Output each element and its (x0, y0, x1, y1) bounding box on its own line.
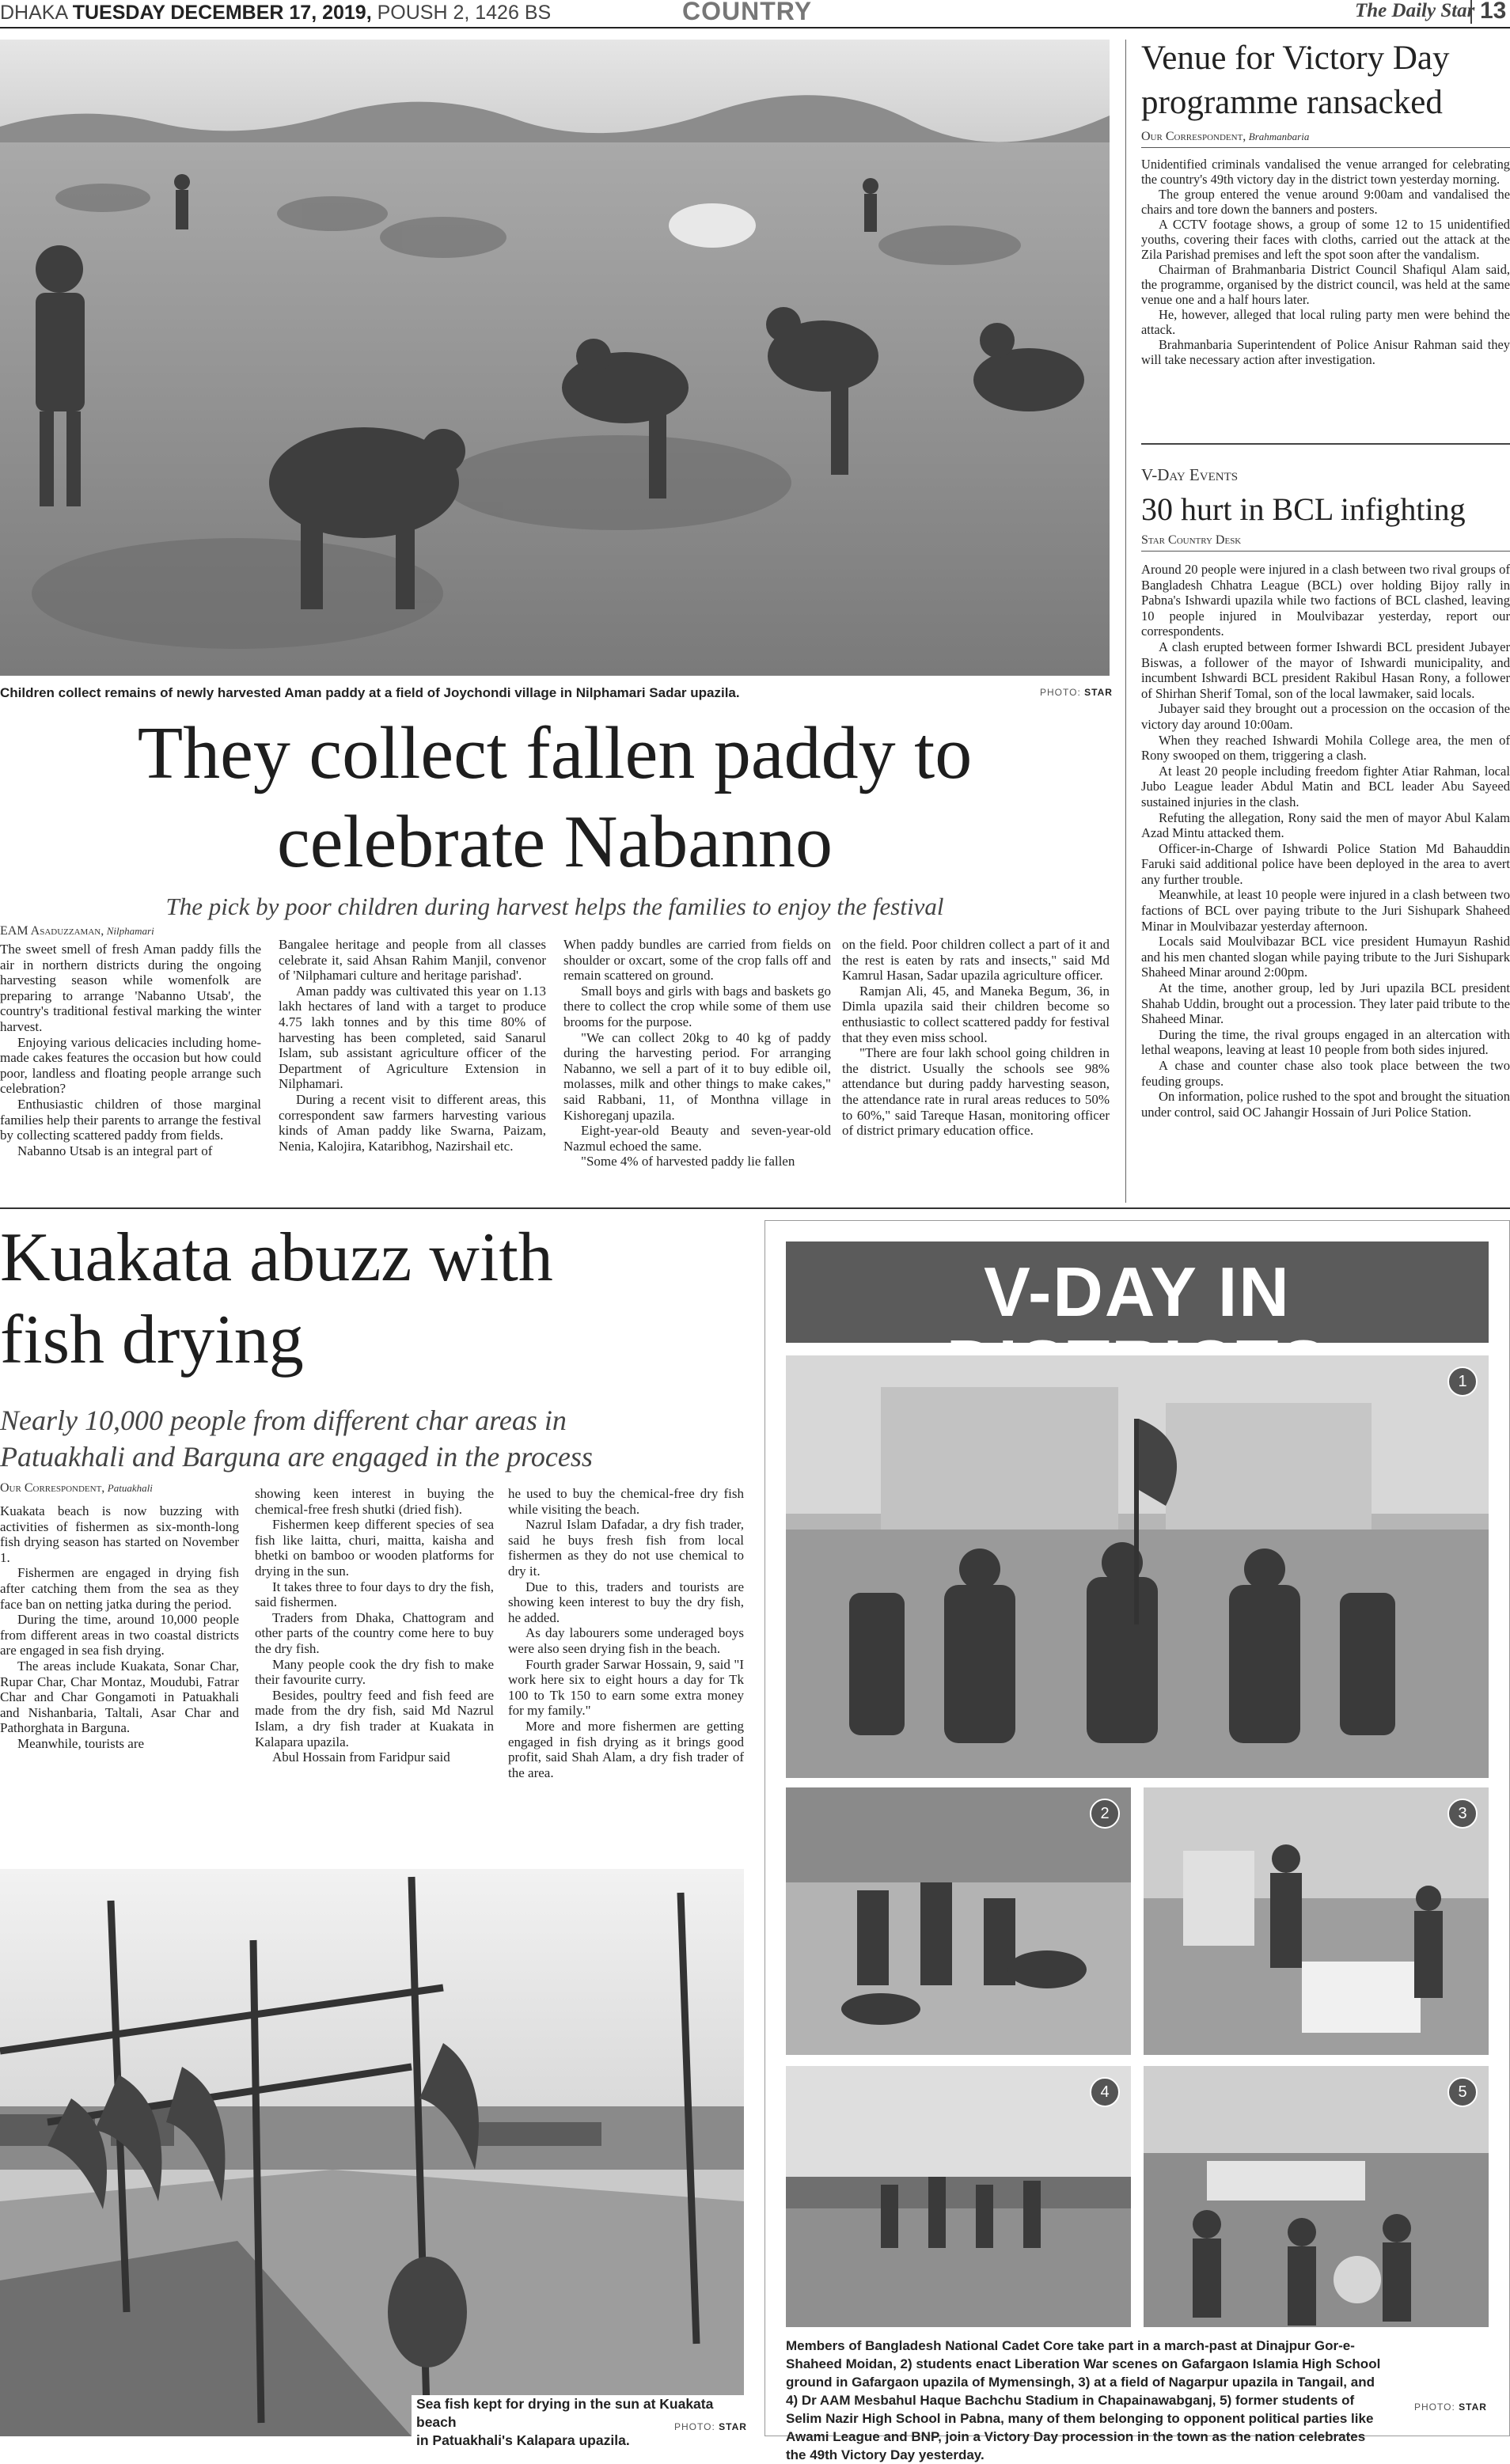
venue-byline (1141, 130, 1309, 144)
kuakata-byline (0, 1481, 153, 1495)
kuakata-headline-line-2: fish drying (0, 1302, 304, 1378)
nabanno-column-4 (842, 937, 1110, 1139)
nabanno-c3-p1: When paddy bundles are carried from fields on shoulder or oxcart, some of the crop falls off and remain scattered on ground. (563, 937, 831, 984)
bcl-p9: Locals said Moulvibazar BCL vice president Humayun Rashid and his men chanted slogan while paying tribute to the Juri Sishupark Shaheed Minar around 2:00pm. (1141, 934, 1510, 980)
nabanno-c3-p4: Eight-year-old Beauty and seven-year-old Nazmul echoed the same. (563, 1123, 831, 1154)
vday-credit-name: STAR (1459, 2401, 1487, 2413)
kuakata-c3-p4: As day labourers some underaged boys were also seen drying fish in the beach. (508, 1625, 744, 1656)
vday-photo-4-art (786, 2066, 1131, 2327)
venue-p1: Unidentified criminals vandalised the venue arranged for celebrating the country's 49th victory day in the district town yesterday morning. (1141, 157, 1510, 187)
kuakata-c3-p3: Due to this, traders and tourists are showing keen interest to buy the dry fish, he added. (508, 1579, 744, 1625)
nabanno-c2-p2: Aman paddy was cultivated this year on 1.13 lakh hectares of land with a target to produce 4.75 lakh tonnes and by this time 80% of harvesting has been completed, said Sanarul Islam, sub assistant agriculture officer of the Department of Agriculture Extension in Nilphamari. (279, 983, 546, 1092)
fish-drying-photo (0, 1869, 744, 2436)
kuakata-headline-line-1: Kuakata abuzz with (0, 1219, 553, 1296)
vday-banner (786, 1241, 1489, 1343)
bcl-body (1141, 562, 1510, 1120)
kuakata-c2-p1: showing keen interest in buying the chemical-free fresh shutki (dried fish). (255, 1486, 494, 1517)
kuakata-c2-p2: Fishermen keep different species of sea fish like laitta, churi, maitta, kaisha and bhetki on bamboo or wooden platforms for drying in the sun. (255, 1517, 494, 1579)
bcl-p5: At least 20 people including freedom fighter Atiar Rahman, local Jubo League leader Abdul Matin and BCL leader Abu Sayeed sustained injuries in the clash. (1141, 763, 1510, 809)
kuakata-c3-p6: More and more fishermen are getting engaged in fish drying as it brings good profit, said Shah Alam, a dry fish trader of the area. (508, 1718, 744, 1780)
nabanno-c2-p3: During a recent visit to different areas, this correspondent saw farmers harvesting various kinds of Aman paddy like Swarna, Paizam, Nenia, Kalojira, Kataribhog, Nazirshail etc. (279, 1091, 546, 1154)
nabanno-deck: The pick by poor children during harvest helps the families to enjoy the festival (165, 893, 944, 920)
vday-panel (764, 1220, 1510, 2462)
vday-photo-5 (1144, 2066, 1489, 2327)
nabanno-c4-p2: Ramjan Ali, 45, and Maneka Begum, 36, in Dimla upazila said their children become so enthusiastic to collect scattered paddy for festival that they even miss school. (842, 983, 1110, 1045)
venue-bcl-divider (1141, 443, 1510, 445)
bcl-p1: Around 20 people were injured in a clash between two rival groups of Bangladesh Chhatra League (BCL) over holding Bijoy rally in Pabna's Ishwardi upazila while two factions of BCL clashed, leaving 10 people injured in Moulvibazar yesterday, report our correspondents. (1141, 562, 1510, 639)
kuakata-c1-p4: The areas include Kuakata, Sonar Char, Rupar Char, Char Montaz, Moudubi, Fatrar Char and Char Gongamoti in Patuakhali and Nishanbaria, Taltali, Asar Char and Pathorghata in Barguna. (0, 1658, 239, 1736)
fish-credit-name: STAR (719, 2421, 747, 2432)
venue-body (1141, 157, 1510, 367)
nabanno-c1-p3: Enthusiastic children of those marginal families help their parents to arrange the festival by collecting scattered paddy from fields. (0, 1096, 261, 1143)
nabanno-headline-line-1: They collect fallen paddy to (137, 712, 973, 794)
nabanno-byline-name: EAM Asaduzzaman, (0, 924, 104, 938)
bcl-p6: Refuting the allegation, Rony said the men of mayor Abul Kalam Azad Mintu attacked them. (1141, 809, 1510, 841)
kuakata-c1-p1: Kuakata beach is now buzzing with activities of fishermen as six-month-long fish drying season has started on November 1. (0, 1503, 239, 1565)
paddy-credit-label: PHOTO: (1040, 687, 1081, 698)
bcl-p11: During the time, the rival groups engaged in an altercation with lethal weapons, leaving at least 10 people from both sides injured. (1141, 1026, 1510, 1058)
vday-photo-1-number: 1 (1447, 1367, 1478, 1397)
kuakata-headline (0, 1217, 744, 1382)
venue-byline-rule (1141, 147, 1510, 148)
page-number: 13 (1470, 0, 1506, 24)
nabanno-c2-p1: Bangalee heritage and people from all classes celebrate it, said Ahsan Rahim Manjil, convenor of 'Nilphamari culture and heritage parishad'. (279, 937, 546, 984)
bcl-p13: On information, police rushed to the spot and brought the situation under control, said OC Jahangir Hossain of Juri Police Station. (1141, 1089, 1510, 1120)
section-divider-middle (0, 1207, 1510, 1209)
vday-photo-1-art (786, 1355, 1489, 1778)
fish-caption-line-2: in Patuakhali's Kalapara upazila. (416, 2432, 630, 2448)
vday-photo-2-number: 2 (1090, 1799, 1120, 1829)
nabanno-c3-p3: "We can collect 20kg to 40 kg of paddy during the harvesting period. For arranging Nabanno, we sell a part of it to buy edible oil, molasses, milk and other things to make cakes," said Rabbani, 11, of Monthna village in Kishoreganj upazila. (563, 1029, 831, 1123)
venue-p4: Chairman of Brahmanbaria District Council Shafiqul Alam said, the programme, organised by the district council, was held at the same venue one and a half hours later. (1141, 262, 1510, 307)
kuakata-c3-p1: he used to buy the chemical-free dry fish while visiting the beach. (508, 1486, 744, 1517)
fish-credit-label: PHOTO: (674, 2421, 715, 2432)
kuakata-c1-p3: During the time, around 10,000 people from different areas in two coastal districts are engaged in sea fish drying. (0, 1612, 239, 1658)
dateline (0, 2, 551, 25)
vday-photo-4-number: 4 (1090, 2077, 1120, 2107)
bcl-byline-rule (1141, 551, 1510, 552)
vday-photo-2-art (786, 1787, 1131, 2055)
nabanno-c1-p4: Nabanno Utsab is an integral part of (17, 1143, 213, 1158)
nabanno-c4-p1: on the field. Poor children collect a part of it and the rest is eaten by rats and insects," said Md Kamrul Hasan, Sadar upazila agriculture officer. (842, 937, 1110, 984)
kuakata-c1-p2: Fishermen are engaged in drying fish after catching them from the sea as they face ban on netting jatka during the period. (0, 1565, 239, 1612)
vday-photo-2 (786, 1787, 1131, 2055)
dateline-date: TUESDAY DECEMBER 17, 2019, (72, 2, 372, 24)
bcl-p4: When they reached Ishwardi Mohila College area, the men of Rony swooped on them, triggering a clash. (1141, 732, 1510, 764)
kuakata-byline-location: Patuakhali (107, 1482, 153, 1494)
kuakata-c2-p6: Besides, poultry feed and fish feed are made from the dry fish, said Md Nazrul Islam, a dry fish trader at Kuakata in Kalapara upazila. (255, 1687, 494, 1749)
vday-caption: Members of Bangladesh National Cadet Core take part in a march-past at Dinajpur Gor-e-Shaheed Moidan, 2) students enact Liberation War scenes on Gafargaon Islamia High School ground in Gafargaon upazila of Mymensingh, 3) at a field of Nagarpur upazila in Tangail, and 4) Dr AAM Mesbahul Haque Bachchu Stadium in Chapainawabganj, 5) former students of Selim Nazir High School in Pabna, many of them belonging to opponent political parties like Awami League and BNP, join a Victory Day procession in the town as the nation celebrates the 49th Victory Day yesterday. (786, 2338, 1381, 2462)
paper-logo: The Daily Star (1355, 0, 1475, 21)
kuakata-c2-p3: It takes three to four days to dry the fish, said fishermen. (255, 1579, 494, 1610)
vday-photo-3-art (1144, 1787, 1489, 2055)
kuakata-c2-p5: Many people cook the dry fish to make their favourite curry. (255, 1656, 494, 1688)
vday-photo-5-art (1144, 2066, 1489, 2327)
kuakata-c2-p4: Traders from Dhaka, Chattogram and other parts of the country come here to buy the dry fish. (255, 1609, 494, 1656)
vday-photo-5-number: 5 (1447, 2077, 1478, 2107)
nabanno-column-3 (563, 937, 831, 1169)
venue-p5: He, however, alleged that local ruling party men were behind the attack. (1141, 307, 1510, 337)
bcl-p12: A chase and counter chase also took place between the two feuding groups. (1141, 1058, 1510, 1089)
bcl-byline (1141, 533, 1241, 548)
fish-drying-photo-art (0, 1869, 744, 2436)
venue-headline-line-2: programme ransacked (1141, 84, 1443, 121)
venue-p6: Brahmanbaria Superintendent of Police Anisur Rahman said they will take necessary action after investigation. (1141, 337, 1510, 367)
vday-photo-3 (1144, 1787, 1489, 2055)
nabanno-column-2 (279, 937, 546, 1154)
paddy-field-photo (0, 40, 1110, 676)
bcl-kicker: V-Day Events (1141, 465, 1239, 484)
nabanno-c1-p2: Enjoying various delicacies including home-made cakes features the occasion but how could poor, landless and floating people arrange such celebration? (0, 1034, 261, 1097)
vday-photo-credit (1414, 2401, 1487, 2413)
bcl-p2: A clash erupted between former Ishwardi BCL president Jubayer Biswas, a follower of the mayor of Ishwardi municipality, and incumbent Ishwardi BCL president Rakibul Hasan Rony, a follower of Shirhan Sherif Tomal, son of the local lawmaker, said locals. (1141, 639, 1510, 701)
nabanno-c3-p5: "Some 4% of harvested paddy lie fallen (581, 1154, 795, 1169)
bcl-p8: Meanwhile, at least 10 people were injured in a clash between two factions of BCL over paying tribute to the Juri Sishupark Shaheed Minar in Moulvibazar yesterday afternoon. (1141, 887, 1510, 934)
venue-byline-location: Brahmanbaria (1248, 131, 1310, 142)
kuakata-byline-name: Our Correspondent, (0, 1481, 105, 1495)
bcl-p3: Jubayer said they brought out a procession on the occasion of the victory day around 10:00am. (1141, 701, 1510, 732)
paddy-photo-credit (1040, 687, 1113, 698)
vday-credit-label: PHOTO: (1414, 2401, 1455, 2413)
kuakata-column-1 (0, 1503, 239, 1752)
venue-headline-line-1: Venue for Victory Day (1141, 40, 1450, 77)
kuakata-deck-line-1: Nearly 10,000 people from different char areas in (0, 1404, 567, 1436)
vday-photo-3-number: 3 (1447, 1799, 1478, 1829)
kuakata-c3-p5: Fourth grader Sarwar Hossain, 9, said "I work here six to eight hours a day for Tk 100 to Tk 150 to earn some extra money for my family." (508, 1656, 744, 1719)
kuakata-c1-p5: Meanwhile, tourists are (17, 1735, 145, 1751)
vday-banner-text: V-DAY IN (984, 1253, 1291, 1331)
kuakata-column-2 (255, 1486, 494, 1765)
fish-caption-line-1: Sea fish kept for drying in the sun at Kuakata beach (416, 2396, 714, 2430)
kuakata-deck (0, 1402, 744, 1475)
fish-photo-credit (674, 2421, 747, 2432)
kuakata-column-3 (508, 1486, 744, 1780)
dateline-city: DHAKA (0, 2, 67, 24)
venue-p2: The group entered the venue around 9:00am and vandalised the chairs and tore down the banners and posters. (1141, 187, 1510, 217)
kuakata-c2-p7: Abul Hossain from Faridpur said (272, 1749, 450, 1765)
nabanno-byline (0, 924, 154, 938)
nabanno-headline-line-2: celebrate Nabanno (277, 801, 833, 883)
bcl-byline-name: Star Country Desk (1141, 533, 1242, 547)
bcl-p7: Officer-in-Charge of Ishwardi Police Station Md Bahauddin Faruki said additional police have been deployed in the area to avert any further trouble. (1141, 840, 1510, 887)
masthead (0, 0, 1510, 28)
nabanno-byline-location: Nilphamari (106, 925, 154, 937)
paddy-photo-caption: Children collect remains of newly harvested Aman paddy at a field of Joychondi village in Nilphamari Sadar upazila. (0, 685, 740, 700)
nabanno-c1-p1: The sweet smell of fresh Aman paddy fills the air in northern districts during the ongoing harvesting season while womenfolk are preparing to arrange 'Nabanno Utsab', the country's traditional festival marking the winter harvest. (0, 942, 261, 1034)
column-divider-right (1125, 40, 1126, 1203)
nabanno-column-1 (0, 942, 261, 1158)
bcl-p10: At the time, another group, led by Juri upazila BCL president Shahab Uddin, brought out a procession. They later paid tribute to the Shaheed Minar. (1141, 980, 1510, 1027)
nabanno-headline (0, 709, 1110, 886)
paddy-credit-name: STAR (1084, 687, 1113, 698)
bcl-headline: 30 hurt in BCL infighting (1141, 491, 1466, 527)
nabanno-c3-p2: Small boys and girls with bags and baskets go there to collect the crop while some of them use brooms for the purpose. (563, 983, 831, 1029)
venue-p3: A CCTV footage shows, a group of some 12 to 15 unidentified youths, covering their faces with cloths, carried out the attack at the Zila Parishad premises and left the spot soon after the vandalism. (1141, 217, 1510, 262)
section-name: COUNTRY (682, 0, 813, 25)
kuakata-deck-line-2: Patuakhali and Barguna are engaged in the process (0, 1441, 593, 1473)
venue-headline (1141, 36, 1510, 125)
venue-byline-name: Our Correspondent, (1141, 130, 1246, 143)
paddy-field-photo-art (0, 40, 1110, 676)
vday-photo-1 (786, 1355, 1489, 1778)
nabanno-c4-p3: "There are four lakh school going children in the district. Usually the schools see 98% attendance but during paddy harvesting season, the attendance rate in rural areas reduces to 50% to 60%," said Tareque Hasan, monitoring officer of district primary education office. (842, 1045, 1110, 1139)
vday-photo-4 (786, 2066, 1131, 2327)
dateline-bangla-date: POUSH 2, 1426 BS (377, 2, 552, 24)
kuakata-c3-p2: Nazrul Islam Dafadar, a dry fish trader, said he buys fresh fish from local fishermen as they do not use chemical to dry it. (508, 1517, 744, 1579)
